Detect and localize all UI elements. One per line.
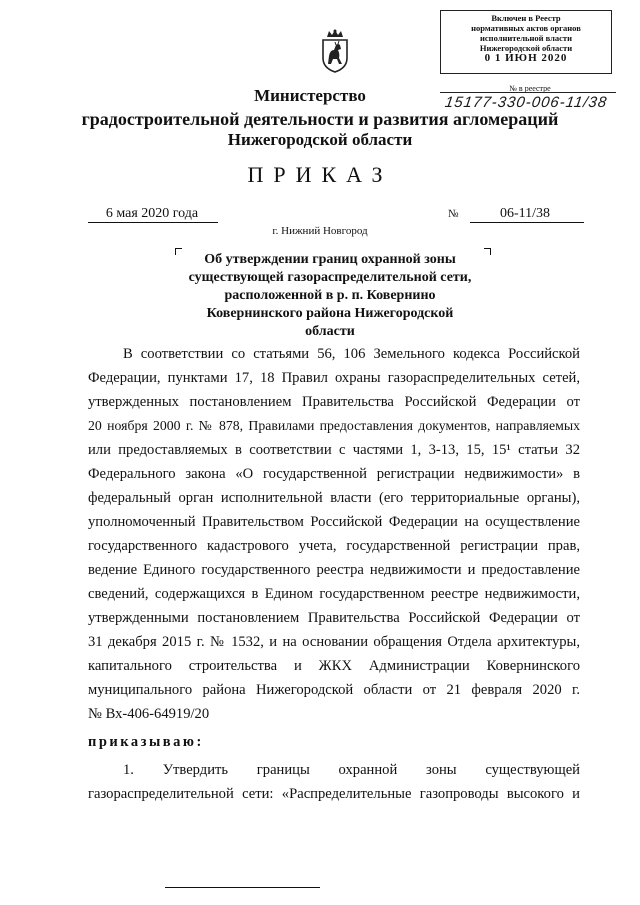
ministry-title-line3: Нижегородской области [227,130,413,149]
document-date: 6 мая 2020 года [105,206,199,221]
registry-stamp [440,10,612,74]
city: г. Нижний Новгород [272,225,368,237]
item-line: 1. Утвердить границы охранной зоны существующей [123,762,580,778]
item-line: газораспределительной сети: «Распределительные газопроводы высокого и [88,786,580,802]
nizhny-novgorod-coat-of-arms-icon [318,28,352,74]
body-line: утвержденными постановлением Правительства Российской Федерации от [88,610,580,626]
stamp-date: 0 1 ИЮН 2020 [484,52,568,64]
title-line: области [305,324,355,339]
body-line: капитального строительства и ЖКХ Администрации Ковернинского [88,658,580,674]
body-line: Федерального закона «О государственной регистрации недвижимости» в [88,466,580,482]
stamp-line: Нижегородской области [479,43,573,53]
body-line: 31 декабря 2015 г. № 1532, и на основании обращения Отдела архитектуры, [88,634,580,650]
stamp-line: Включен в Реестр [491,13,561,23]
title-corner-right [484,248,491,255]
body-line: № Вх-406-64919/20 [88,706,210,722]
body-line: 20 ноября 2000 г. № 878, Правилами предоставления документов, направляемых [88,418,580,433]
number-underline [470,222,584,223]
document-number: 06-11/38 [499,206,551,221]
body-line: ведение Единого государственного реестра недвижимости и предоставление [88,562,580,578]
body-line: федеральный орган исполнительной власти (его территориальные органы), [88,490,580,506]
number-sign: № [448,208,459,220]
date-underline [88,222,218,223]
registry-number: 15177-330-006-11/38 [443,94,609,111]
body-line: Федерации, пунктами 17, 18 Правил охраны газораспределительных сетей, [88,370,580,386]
dispose-word: приказываю: [88,734,204,750]
stamp-line: нормативных актов органов [471,23,581,33]
body-line: уполномоченный Правительством Российской Федерации на осуществление [88,514,580,530]
title-line: существующей газораспределительной сети, [188,270,472,285]
body-line: муниципального района Нижегородской области от 21 февраля 2020 г. [88,682,580,698]
body-line: В соответствии со статьями 56, 106 Земельного кодекса Российской [123,346,580,362]
ministry-title-line1: Министерство [254,86,366,105]
footnote-divider [165,887,320,888]
body-line: государственного кадастрового учета, государственной регистрации прав, [88,538,580,554]
title-line: расположенной в р. п. Ковернино [224,288,436,303]
title-line: Ковернинского района Нижегородской [206,306,454,321]
title-line: Об утверждении границ охранной зоны [204,252,456,267]
document-type: ПРИКАЗ [247,162,393,187]
body-line: утвержденных постановлением Правительства Российской Федерации от [88,394,580,410]
registry-number-label: № в реестре [509,84,551,93]
document-title [180,251,480,341]
ministry-title-line2: градостроительной деятельности и развития агломераций [81,109,559,129]
body-line: сведений, содержащихся в Едином государственном реестре недвижимости, [88,586,580,602]
body-line: или предоставляемых в соответствии с частями 1, 3-13, 15, 15¹ статьи 32 [88,442,580,458]
stamp-line: исполнительной власти [480,33,572,43]
